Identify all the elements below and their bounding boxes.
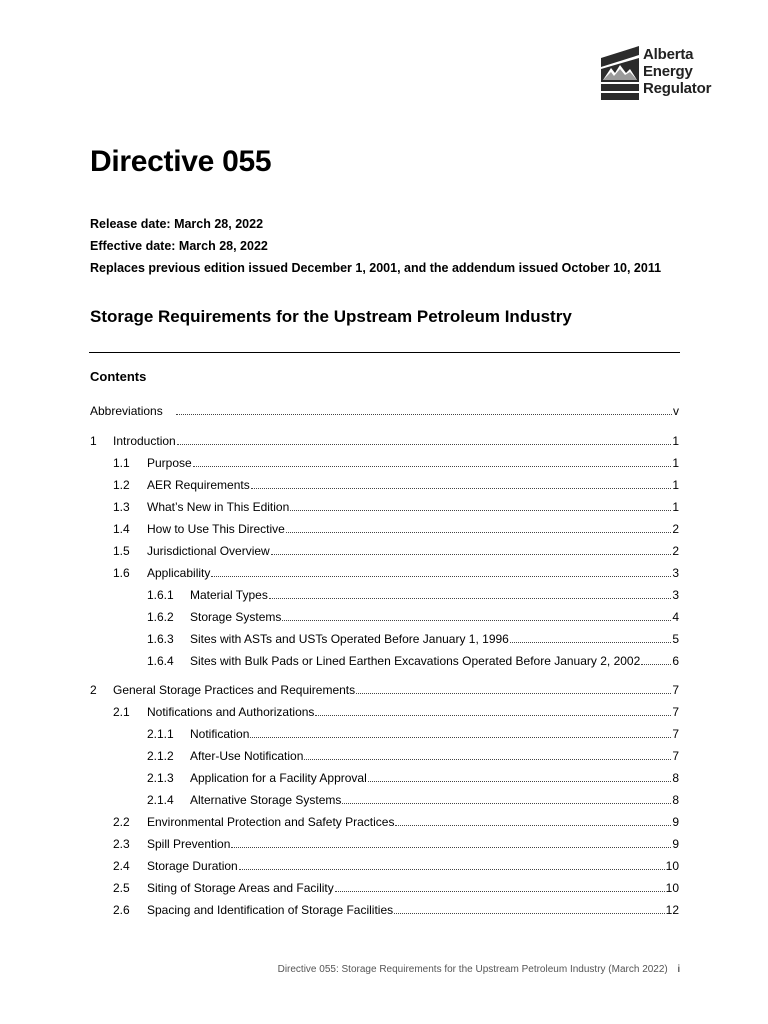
toc-entry-number: 1.2 (113, 478, 130, 492)
toc-dot-leader (177, 434, 672, 445)
toc-entry-page: 7 (672, 749, 679, 763)
toc-entry[interactable] (90, 769, 679, 787)
toc-entry-label: General Storage Practices and Requirements (113, 683, 356, 697)
toc-entry-label: What’s New in This Edition (147, 500, 290, 514)
toc-entry-number: 2.6 (113, 903, 130, 917)
toc-dot-leader (211, 566, 671, 577)
toc-dot-leader (315, 705, 671, 716)
toc-dot-leader (394, 903, 664, 914)
toc-entry-page: 10 (665, 859, 679, 873)
toc-entry-page: 7 (672, 705, 679, 719)
toc-entry[interactable] (90, 432, 679, 450)
toc-entry-page: 12 (665, 903, 679, 917)
toc-dot-leader (269, 588, 672, 599)
release-date: Release date: March 28, 2022 (90, 217, 264, 231)
toc-entry-page: 2 (672, 522, 679, 536)
toc-entry-label: Environmental Protection and Safety Practices (147, 815, 395, 829)
toc-entry-number: 2.1.1 (147, 727, 174, 741)
toc-entry-page: v (673, 404, 679, 418)
toc-entry-label: How to Use This Directive (147, 522, 285, 536)
document-title: Directive 055 (90, 145, 272, 178)
toc-entry-page: 4 (672, 610, 679, 624)
toc-entry-label: Jurisdictional Overview (147, 544, 270, 558)
toc-entry-number: 2 (90, 683, 97, 697)
toc-entry[interactable] (90, 454, 679, 472)
toc-entry-label: Notification (190, 727, 250, 741)
toc-entry-page: 8 (672, 771, 679, 785)
toc-entry-label: Applicability (147, 566, 211, 580)
toc-dot-leader (395, 815, 671, 826)
toc-entry-number: 1.6.4 (147, 654, 174, 668)
toc-entry-label: Storage Systems (190, 610, 282, 624)
toc-entry-number: 2.2 (113, 815, 130, 829)
toc-entry-label: Introduction (113, 434, 176, 448)
toc-entry-label: Storage Duration (147, 859, 238, 873)
toc-entry-label: After-Use Notification (190, 749, 304, 763)
contents-heading: Contents (90, 369, 147, 384)
toc-dot-leader (286, 522, 671, 533)
toc-dot-leader (250, 727, 671, 738)
logo-text-line: Regulator (643, 80, 712, 97)
toc-entry-number: 1.4 (113, 522, 130, 536)
toc-entry-page: 6 (672, 654, 679, 668)
toc-entry-number: 2.5 (113, 881, 130, 895)
toc-dot-leader (239, 859, 665, 870)
replaces-note: Replaces previous edition issued December 1, 2001, and the addendum issued October 10, 2011 (90, 261, 662, 275)
toc-entry-page: 2 (672, 544, 679, 558)
toc-entry-label: Sites with ASTs and USTs Operated Before January 1, 1996 (190, 632, 509, 646)
toc-entry[interactable] (90, 542, 679, 560)
toc-entry[interactable] (90, 498, 679, 516)
toc-dot-leader (304, 749, 671, 760)
toc-dot-leader (231, 837, 671, 848)
toc-entry-page: 7 (672, 727, 679, 741)
toc-entry-number: 2.1.4 (147, 793, 174, 807)
toc-entry[interactable] (90, 835, 679, 853)
toc-dot-leader (356, 683, 671, 694)
logo-text-line: Energy (643, 63, 693, 80)
toc-entry-page: 9 (672, 837, 679, 851)
toc-entry-label: Siting of Storage Areas and Facility (147, 881, 334, 895)
toc-entry-label: Spacing and Identification of Storage Facilities (147, 903, 394, 917)
mountain-logo-icon (601, 46, 639, 102)
toc-entry-page: 8 (672, 793, 679, 807)
toc-entry-page: 1 (672, 456, 679, 470)
toc-entry-page: 1 (672, 478, 679, 492)
toc-entry-number: 2.3 (113, 837, 130, 851)
effective-date: Effective date: March 28, 2022 (90, 239, 268, 253)
toc-entry-page: 5 (672, 632, 679, 646)
toc-entry-label: Notifications and Authorizations (147, 705, 315, 719)
toc-entry[interactable] (90, 652, 679, 670)
toc-dot-leader (251, 478, 672, 489)
toc-entry-label: Sites with Bulk Pads or Lined Earthen Excavations Operated Before January 2, 2002 (190, 654, 641, 668)
toc-dot-leader (176, 404, 672, 415)
toc-entry[interactable] (90, 703, 679, 721)
toc-entry-number: 1.5 (113, 544, 130, 558)
document-subtitle: Storage Requirements for the Upstream Petroleum Industry (90, 307, 572, 326)
toc-entry-page: 1 (672, 434, 679, 448)
footer-page-number: i (677, 964, 680, 975)
toc-dot-leader (290, 500, 671, 511)
toc-entry[interactable] (90, 857, 679, 875)
toc-entry-number: 2.1.3 (147, 771, 174, 785)
toc-entry-page: 7 (672, 683, 679, 697)
toc-dot-leader (335, 881, 665, 892)
toc-entry-page: 10 (665, 881, 679, 895)
aer-logo (601, 46, 731, 102)
toc-dot-leader (641, 654, 671, 665)
toc-entry[interactable] (90, 879, 679, 897)
toc-entry-number: 1.6.1 (147, 588, 174, 602)
toc-dot-leader (193, 456, 672, 467)
toc-entry[interactable] (90, 402, 679, 420)
toc-entry-label: Purpose (147, 456, 192, 470)
toc-entry[interactable] (90, 747, 679, 765)
toc-entry-number: 2.4 (113, 859, 130, 873)
toc-entry-page: 3 (672, 566, 679, 580)
logo-text-line: Alberta (643, 46, 694, 63)
page-footer (278, 964, 680, 975)
toc-entry[interactable] (90, 520, 679, 538)
footer-text: Directive 055: Storage Requirements for the Upstream Petroleum Industry (March 2022) (277, 964, 668, 975)
toc-entry-number: 2.1 (113, 705, 130, 719)
toc-dot-leader (510, 632, 671, 643)
toc-entry-label: Application for a Facility Approval (190, 771, 367, 785)
toc-entry[interactable] (90, 725, 679, 743)
toc-entry-page: 9 (672, 815, 679, 829)
toc-entry-number: 1.1 (113, 456, 130, 470)
toc-entry-label: Spill Prevention (147, 837, 231, 851)
toc-entry-number: 1.3 (113, 500, 130, 514)
toc-entry[interactable] (90, 476, 679, 494)
toc-entry[interactable] (90, 681, 679, 699)
divider (89, 352, 680, 353)
toc-entry[interactable] (90, 608, 679, 626)
toc-entry-page: 3 (672, 588, 679, 602)
toc-entry-number: 1.6.3 (147, 632, 174, 646)
toc-entry-label: Abbreviations (90, 404, 163, 418)
toc-entry-page: 1 (672, 500, 679, 514)
toc-entry[interactable] (90, 564, 679, 582)
toc-entry[interactable] (90, 586, 679, 604)
toc-entry[interactable] (90, 791, 679, 809)
document-metadata (90, 214, 661, 280)
toc-entry-number: 1.6.2 (147, 610, 174, 624)
toc-entry-label: Material Types (190, 588, 268, 602)
toc-entry-number: 1.6 (113, 566, 130, 580)
toc-entry-label: Alternative Storage Systems (190, 793, 342, 807)
toc-entry-number: 2.1.2 (147, 749, 174, 763)
toc-dot-leader (342, 793, 671, 804)
toc-entry[interactable] (90, 630, 679, 648)
toc-dot-leader (368, 771, 672, 782)
toc-entry[interactable] (90, 901, 679, 919)
toc-dot-leader (282, 610, 671, 621)
toc-dot-leader (271, 544, 672, 555)
toc-entry-number: 1 (90, 434, 97, 448)
toc-entry-label: AER Requirements (147, 478, 250, 492)
toc-entry[interactable] (90, 813, 679, 831)
